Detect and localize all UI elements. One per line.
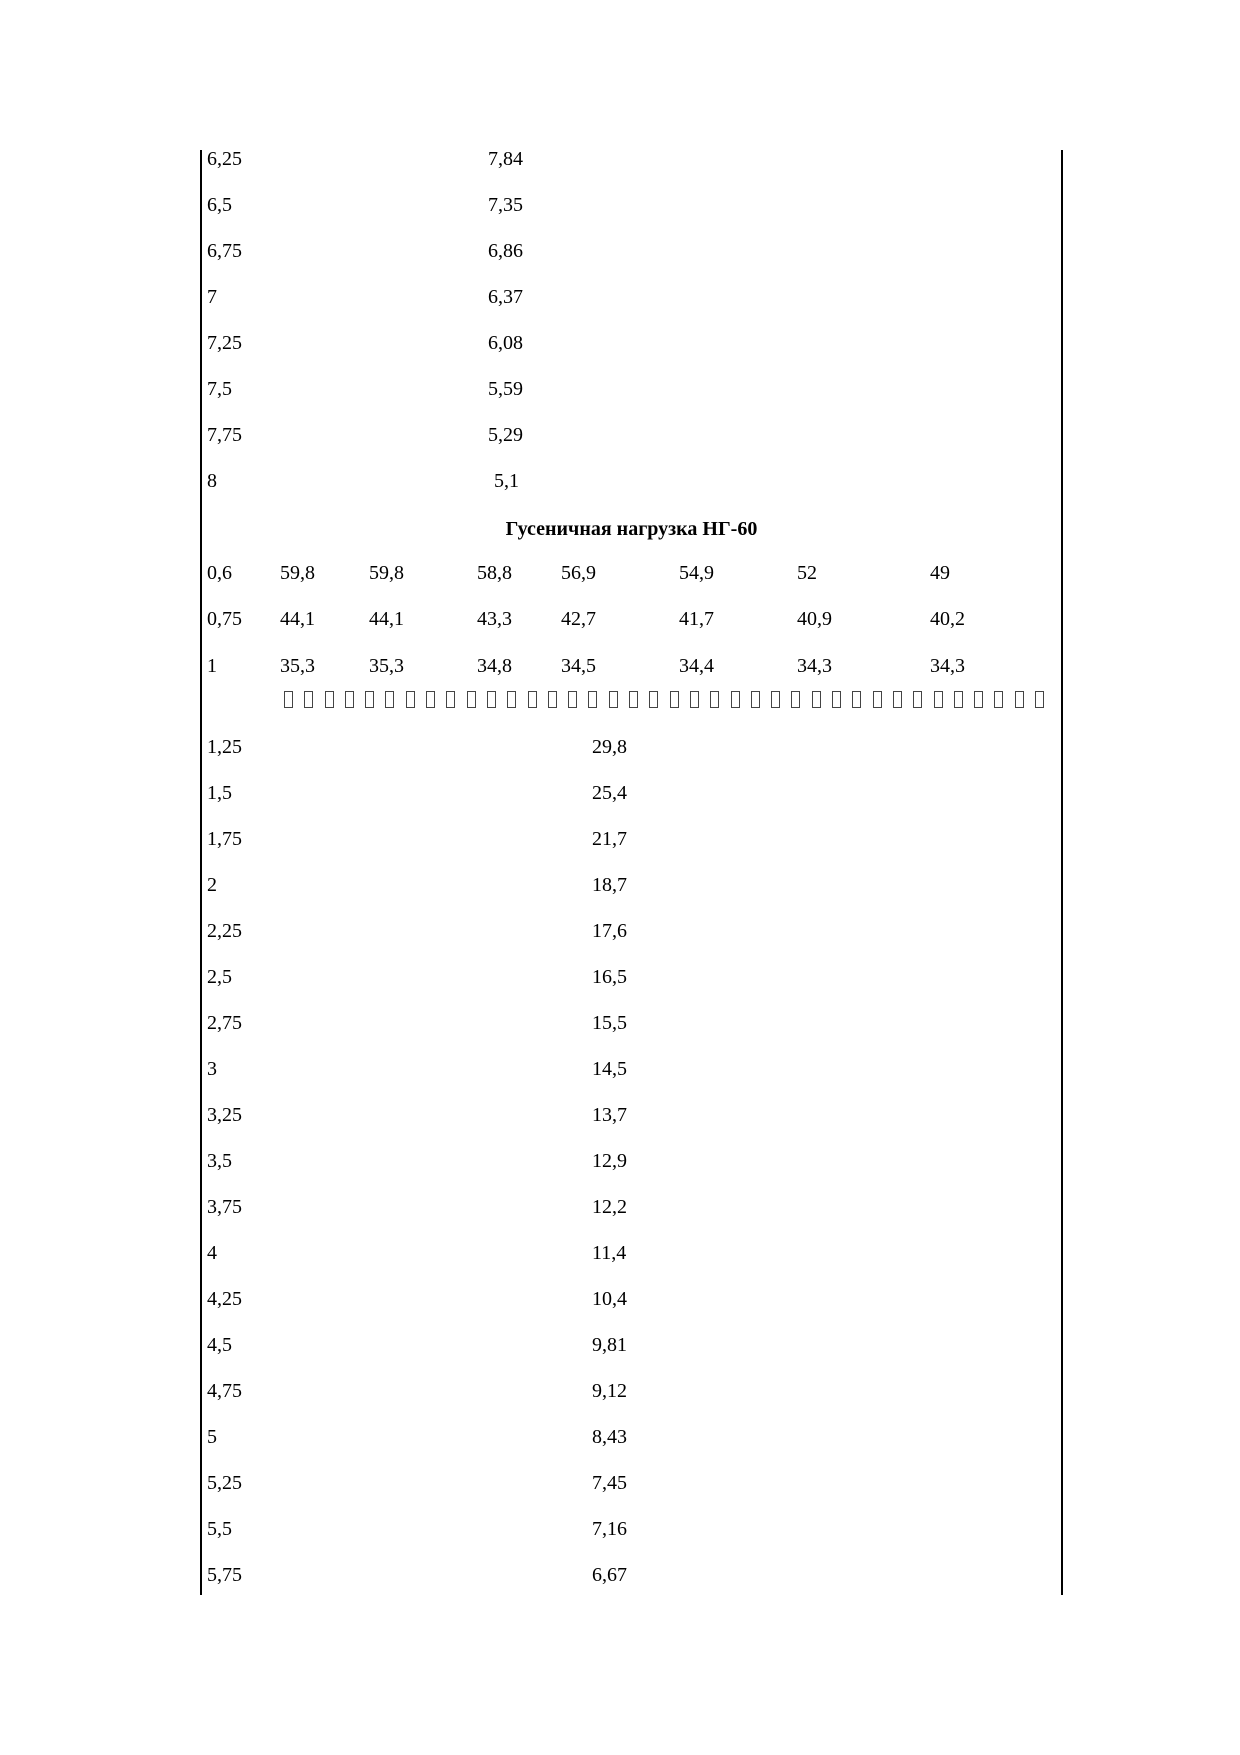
span-cell: 5,5 <box>207 1518 232 1540</box>
table-row <box>0 1196 1240 1236</box>
value-cell: 6,86 <box>488 240 523 262</box>
value-cell: 17,6 <box>592 920 627 942</box>
span-cell: 1,75 <box>207 828 242 850</box>
span-cell: 7,5 <box>207 378 232 400</box>
span-cell: 4,75 <box>207 1380 242 1402</box>
table-row <box>0 240 1240 280</box>
span-cell: 2 <box>207 874 217 896</box>
value-cell: 11,4 <box>592 1242 627 1264</box>
table-row <box>0 1518 1240 1558</box>
value-cell: 40,2 <box>930 608 965 630</box>
span-cell: 5 <box>207 1426 217 1448</box>
span-cell: 6,25 <box>207 148 242 170</box>
span-cell: 0,6 <box>207 562 232 584</box>
table-row <box>0 1012 1240 1052</box>
table-row <box>0 782 1240 822</box>
span-cell: 5,25 <box>207 1472 242 1494</box>
value-cell: 7,45 <box>592 1472 627 1494</box>
span-cell: 2,5 <box>207 966 232 988</box>
value-cell: 6,37 <box>488 286 523 308</box>
span-cell: 6,75 <box>207 240 242 262</box>
value-cell: 34,3 <box>797 655 832 677</box>
span-cell: 4,25 <box>207 1288 242 1310</box>
value-cell: 34,3 <box>930 655 965 677</box>
span-cell: 2,25 <box>207 920 242 942</box>
value-cell: 29,8 <box>592 736 627 758</box>
span-cell: 6,5 <box>207 194 232 216</box>
value-cell: 54,9 <box>679 562 714 584</box>
value-cell: 9,81 <box>592 1334 627 1356</box>
span-cell: 4 <box>207 1242 217 1264</box>
table-row <box>0 332 1240 372</box>
span-cell: 1 <box>207 655 217 677</box>
value-cell: 6,08 <box>488 332 523 354</box>
table-row <box>0 286 1240 326</box>
table-row <box>0 608 1240 648</box>
value-cell: 34,5 <box>561 655 596 677</box>
value-cell: 40,9 <box>797 608 832 630</box>
table-row <box>0 148 1240 188</box>
value-cell: 6,67 <box>592 1564 627 1586</box>
span-cell: 3,5 <box>207 1150 232 1172</box>
span-cell: 5,75 <box>207 1564 242 1586</box>
span-cell: 3,25 <box>207 1104 242 1126</box>
span-cell: 4,5 <box>207 1334 232 1356</box>
table-row <box>0 1150 1240 1190</box>
table-row <box>0 736 1240 776</box>
value-cell: 7,35 <box>488 194 523 216</box>
value-cell: 59,8 <box>280 562 315 584</box>
span-cell: 3 <box>207 1058 217 1080</box>
span-cell: 0,75 <box>207 608 242 630</box>
table-row <box>0 1472 1240 1512</box>
table-row <box>0 1564 1240 1604</box>
span-cell: 3,75 <box>207 1196 242 1218</box>
value-cell: 49 <box>930 562 950 584</box>
missing-glyph-boxes <box>284 691 1044 708</box>
value-cell: 34,8 <box>477 655 512 677</box>
table-row <box>0 470 1240 510</box>
value-cell: 12,9 <box>592 1150 627 1172</box>
value-cell: 34,4 <box>679 655 714 677</box>
value-cell: 9,12 <box>592 1380 627 1402</box>
value-cell: 18,7 <box>592 874 627 896</box>
table-row <box>0 1058 1240 1098</box>
value-cell: 5,1 <box>494 470 519 492</box>
value-cell: 59,8 <box>369 562 404 584</box>
value-cell: 16,5 <box>592 966 627 988</box>
table-row <box>0 1380 1240 1420</box>
value-cell: 5,29 <box>488 424 523 446</box>
value-cell: 12,2 <box>592 1196 627 1218</box>
value-cell: 10,4 <box>592 1288 627 1310</box>
value-cell: 52 <box>797 562 817 584</box>
value-cell: 13,7 <box>592 1104 627 1126</box>
value-cell: 44,1 <box>280 608 315 630</box>
span-cell: 1,25 <box>207 736 242 758</box>
table-row <box>0 655 1240 695</box>
value-cell: 56,9 <box>561 562 596 584</box>
span-cell: 1,5 <box>207 782 232 804</box>
value-cell: 8,43 <box>592 1426 627 1448</box>
table-row <box>0 828 1240 868</box>
section-heading: Гусеничная нагрузка НГ-60 <box>505 518 758 540</box>
value-cell: 7,16 <box>592 1518 627 1540</box>
value-cell: 21,7 <box>592 828 627 850</box>
span-cell: 7 <box>207 286 217 308</box>
table-row <box>0 874 1240 914</box>
value-cell: 5,59 <box>488 378 523 400</box>
span-cell: 8 <box>207 470 217 492</box>
table-row <box>0 1426 1240 1466</box>
value-cell: 43,3 <box>477 608 512 630</box>
value-cell: 35,3 <box>369 655 404 677</box>
table-row <box>0 194 1240 234</box>
table-row <box>0 1288 1240 1328</box>
table-row <box>0 1334 1240 1374</box>
span-cell: 2,75 <box>207 1012 242 1034</box>
value-cell: 25,4 <box>592 782 627 804</box>
table-row <box>0 1104 1240 1144</box>
value-cell: 42,7 <box>561 608 596 630</box>
value-cell: 15,5 <box>592 1012 627 1034</box>
value-cell: 35,3 <box>280 655 315 677</box>
table-row <box>0 378 1240 418</box>
value-cell: 44,1 <box>369 608 404 630</box>
table-row <box>0 1242 1240 1282</box>
table-row <box>0 562 1240 602</box>
value-cell: 14,5 <box>592 1058 627 1080</box>
span-cell: 7,25 <box>207 332 242 354</box>
table-row <box>0 966 1240 1006</box>
value-cell: 58,8 <box>477 562 512 584</box>
value-cell: 41,7 <box>679 608 714 630</box>
table-row <box>0 424 1240 464</box>
span-cell: 7,75 <box>207 424 242 446</box>
value-cell: 7,84 <box>488 148 523 170</box>
table-row <box>0 920 1240 960</box>
